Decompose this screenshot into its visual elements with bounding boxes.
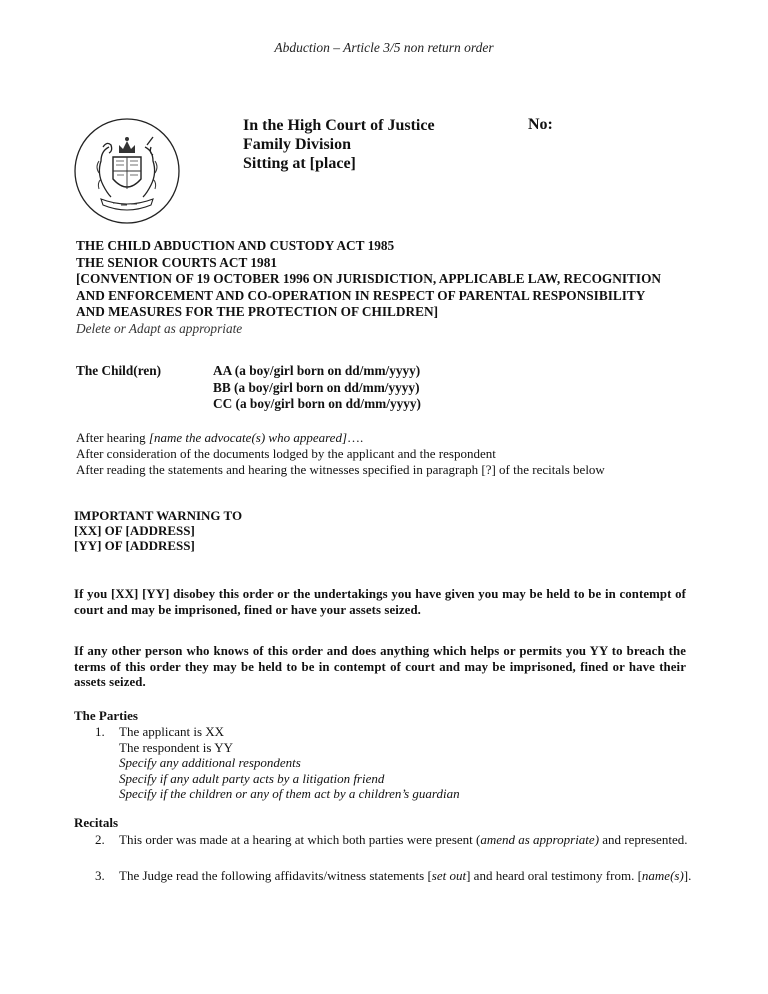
after-line-3: After reading the statements and hearing the witnesses specified in paragraph [?] of the recitals below — [76, 462, 605, 477]
warning-heading — [74, 508, 242, 553]
recital-item — [95, 868, 710, 884]
royal-crest-icon — [73, 117, 181, 225]
recital-italic: set out — [431, 868, 467, 883]
after-hearing-block — [76, 430, 605, 478]
recitals-title: Recitals — [74, 815, 119, 830]
after-line-1 — [76, 430, 605, 446]
item-number: 1. — [95, 724, 105, 739]
party-note — [95, 786, 460, 802]
party-respondent: The respondent is YY — [119, 739, 233, 755]
advocate-placeholder: [name the advocate(s) who appeared] — [148, 430, 348, 445]
child-item: AA (a boy/girl born on dd/mm/yyyy) — [213, 363, 421, 378]
recital-text — [119, 832, 710, 848]
act-line: THE CHILD ABDUCTION AND CUSTODY ACT 1985 — [76, 238, 395, 253]
running-header: Abduction – Article 3/5 non return order — [274, 40, 494, 55]
acts-note: Delete or Adapt as appropriate — [76, 320, 243, 336]
after-prefix: After hearing — [76, 430, 149, 445]
recital-text — [119, 868, 710, 884]
item-number: 2. — [95, 832, 105, 847]
act-line: THE SENIOR COURTS ACT 1981 — [76, 254, 278, 270]
applicant-text: The applicant is XX — [119, 724, 225, 739]
act-line: [CONVENTION OF 19 OCTOBER 1996 ON JURISDICTION, APPLICABLE LAW, RECOGNITION AND ENFORCEMENT AND CO-OPERATION IN RESPECT OF PARENTAL RESPONSIBILITY AND MEASURES FOR THE PROTECTION OF CHILDREN] — [76, 271, 662, 319]
recital-text-part: ]. — [683, 868, 692, 883]
after-line-2: After consideration of the documents lodged by the applicant and the respondent — [76, 446, 496, 461]
warning-title: IMPORTANT WARNING TO — [74, 508, 243, 523]
note-text: Specify if any adult party acts by a litigation friend — [119, 770, 385, 786]
party-note — [95, 755, 460, 771]
children-label: The Child(ren) — [76, 363, 162, 378]
recital-text-part: and represented. — [599, 832, 688, 847]
party-note — [95, 771, 460, 787]
children-list — [213, 363, 421, 413]
warning-paragraph-2: If any other person who knows of this order and does anything which helps or permits you YY to breach the terms of this order they may be held to be in contempt of court and may be imprisoned, fined or have their assets seized. — [74, 644, 686, 689]
warning-paragraph-1: If you [XX] [YY] disobey this order or the undertakings you have given you may be held to be in contempt of court and may be imprisoned, fined or have your assets seized. — [74, 587, 686, 617]
warning-addressee: [YY] OF [ADDRESS] — [74, 538, 195, 553]
party-applicant — [95, 724, 460, 740]
court-heading — [243, 116, 435, 173]
parties-title: The Parties — [74, 708, 138, 723]
note-text: Specify if the children or any of them act by a children’s guardian — [119, 786, 460, 801]
recital-italic: amend as appropriate) — [480, 832, 600, 847]
warning-addressee: [XX] OF [ADDRESS] — [74, 523, 195, 538]
court-sitting: Sitting at [place] — [243, 155, 356, 172]
recital-text-part: ] and heard oral testimony from. [ — [466, 868, 642, 883]
after-suffix: …. — [347, 430, 364, 445]
recital-italic: name(s) — [641, 868, 684, 883]
recital-item — [95, 832, 710, 848]
item-number: 3. — [95, 868, 105, 883]
court-name: In the High Court of Justice — [243, 117, 435, 134]
recital-text-part: The Judge read the following affidavits/witness statements [ — [119, 868, 432, 883]
court-division: Family Division — [243, 136, 352, 153]
child-item: CC (a boy/girl born on dd/mm/yyyy) — [213, 396, 421, 411]
child-item: BB (a boy/girl born on dd/mm/yyyy) — [213, 379, 420, 395]
acts-block — [76, 238, 676, 337]
note-text: Specify any additional respondents — [119, 755, 301, 770]
recital-text-part: This order was made at a hearing at which both parties were present ( — [119, 832, 481, 847]
case-number-label: No: — [528, 116, 553, 133]
parties-list — [95, 724, 460, 802]
